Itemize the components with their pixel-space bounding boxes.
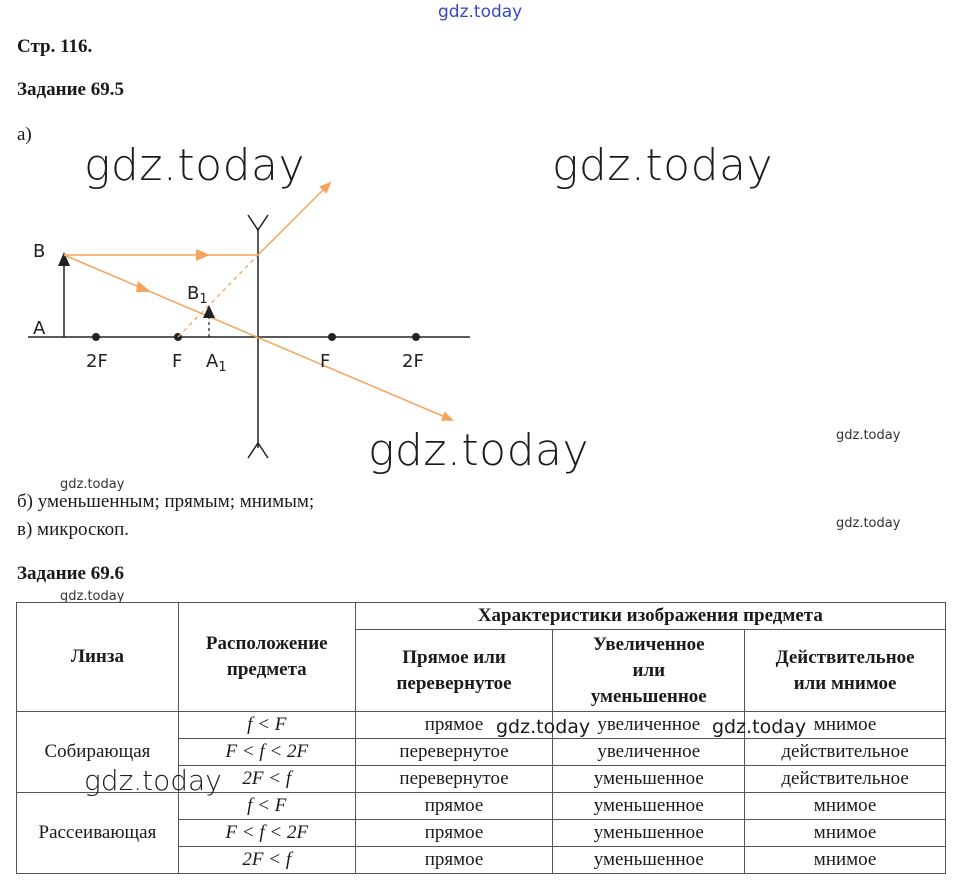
- label-b: B: [33, 241, 46, 262]
- cell-orientation: прямое: [355, 820, 553, 847]
- watermark-small-2: gdz.today: [60, 477, 125, 492]
- header-characteristics: Характеристики изображения предмета: [355, 603, 945, 630]
- cell-type: мнимое: [745, 847, 946, 874]
- task-69-6-title: Задание 69.6: [17, 563, 124, 584]
- watermark-big-1: gdz.today: [84, 140, 306, 191]
- part-a-label: а): [17, 124, 32, 145]
- cell-type: действительное: [745, 766, 946, 793]
- watermark-table-1: gdz.today: [496, 716, 591, 738]
- cell-position: 2F < f: [178, 766, 355, 793]
- cell-position: F < f < 2F: [178, 820, 355, 847]
- cell-type: мнимое: [745, 820, 946, 847]
- page-reference: Стр. 116.: [17, 36, 93, 57]
- cell-type: мнимое: [745, 712, 946, 739]
- watermark-small-1: gdz.today: [836, 428, 901, 443]
- cell-orientation: перевернутое: [355, 766, 553, 793]
- header-orientation: Прямое или перевернутое: [355, 630, 553, 712]
- label-2f-left: 2F: [86, 351, 108, 372]
- cell-orientation: прямое: [355, 793, 553, 820]
- cell-type: мнимое: [745, 793, 946, 820]
- header-type: Действительное или мнимое: [745, 630, 946, 712]
- table-header-row: [17, 603, 946, 630]
- cell-position: F < f < 2F: [178, 739, 355, 766]
- watermark-big-3: gdz.today: [368, 425, 590, 476]
- cell-size: увеличенное: [553, 712, 745, 739]
- lens-diverging: Рассеивающая: [17, 793, 179, 874]
- label-f-right: F: [320, 351, 331, 372]
- cell-position: 2F < f: [178, 847, 355, 874]
- cell-size: увеличенное: [553, 739, 745, 766]
- lens-converging: Собирающая: [17, 712, 179, 793]
- part-c-answer: в) микроскоп.: [17, 519, 130, 540]
- part-b-answer: б) уменьшенным; прямым; мнимым;: [17, 491, 315, 512]
- label-b1: $B_1$: [187, 283, 208, 307]
- cell-orientation: прямое: [355, 712, 553, 739]
- watermark-big-2: gdz.today: [552, 140, 774, 191]
- cell-orientation: перевернутое: [355, 739, 553, 766]
- point-f-right: [328, 333, 336, 341]
- label-f-left: F: [172, 351, 183, 372]
- label-2f-right: 2F: [402, 351, 424, 372]
- point-2f-left: [92, 333, 100, 341]
- label-a1: $A_1$: [206, 351, 227, 375]
- cell-position: f < F: [178, 712, 355, 739]
- cell-type: действительное: [745, 739, 946, 766]
- watermark-table-2: gdz.today: [712, 716, 807, 738]
- cell-position: f < F: [178, 793, 355, 820]
- watermark-top: gdz.today: [438, 2, 523, 22]
- object-arrow: [58, 252, 70, 337]
- cell-size: уменьшенное: [553, 847, 745, 874]
- watermark-table-3: gdz.today: [84, 764, 222, 797]
- cell-size: уменьшенное: [553, 793, 745, 820]
- cell-size: уменьшенное: [553, 820, 745, 847]
- cell-orientation: прямое: [355, 847, 553, 874]
- header-size: Увеличенное или уменьшенное: [553, 630, 745, 712]
- watermark-small-4: gdz.today: [60, 589, 125, 604]
- cell-size: уменьшенное: [553, 766, 745, 793]
- header-lens: Линза: [17, 603, 179, 712]
- label-a: A: [33, 318, 46, 339]
- lens-table: [16, 602, 946, 874]
- point-2f-right: [412, 333, 420, 341]
- watermark-small-3: gdz.today: [836, 516, 901, 531]
- image-arrow: [203, 305, 215, 337]
- task-69-5-title: Задание 69.5: [17, 79, 124, 100]
- header-position: Расположение предмета: [178, 603, 355, 712]
